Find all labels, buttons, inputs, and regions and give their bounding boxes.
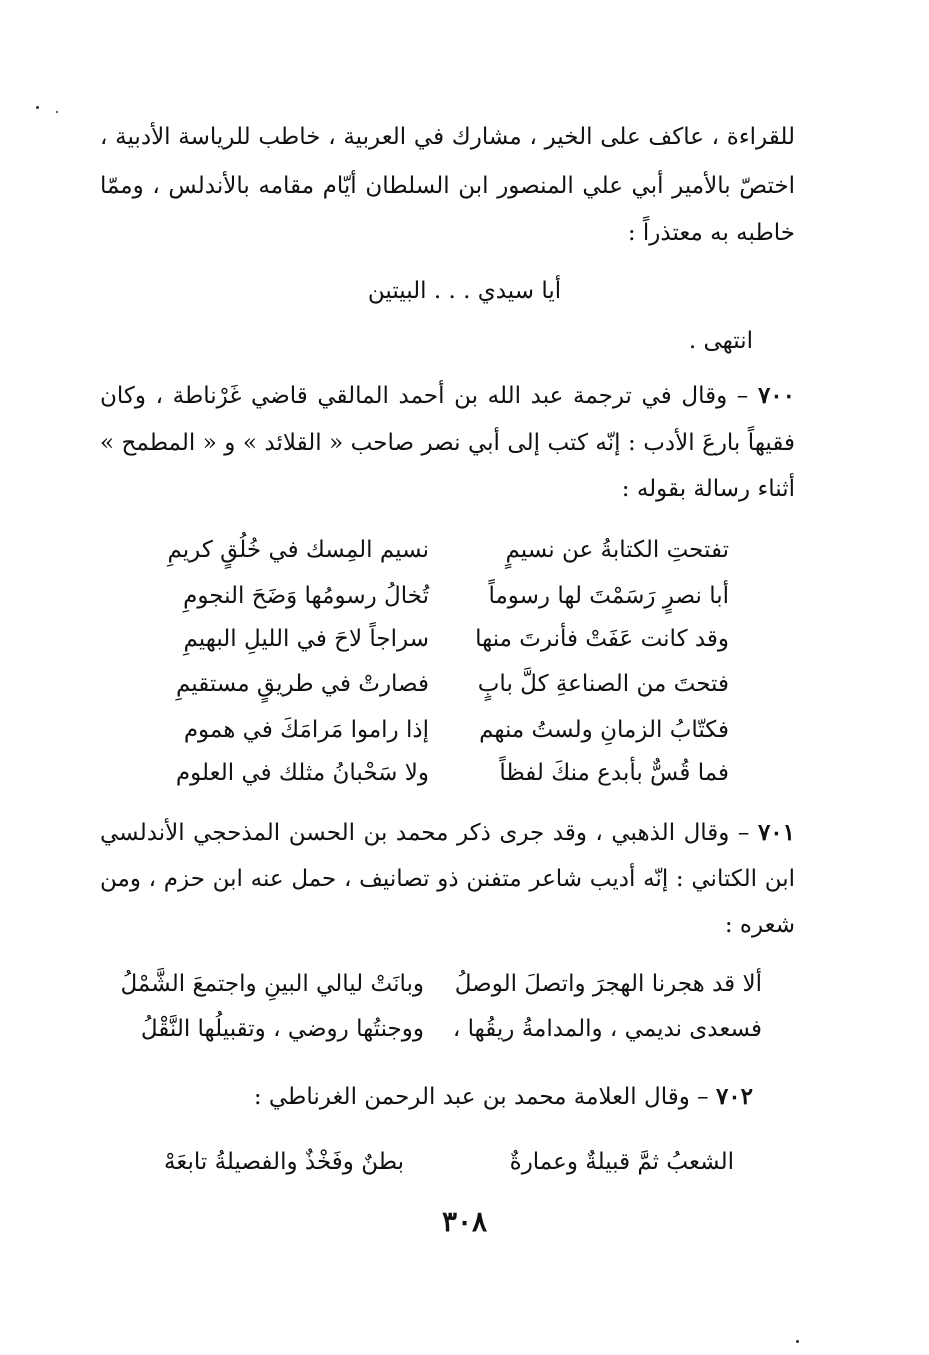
- entry-number: ٧٠٠: [757, 382, 796, 409]
- verse-hemistich-second: إذا راموا مَرامَكَ في هموم: [183, 717, 429, 743]
- verse-hemistich-second: وبانَتْ ليالي البينِ واجتمعَ الشَّمْلُ: [120, 971, 424, 997]
- quoted-verse-reference: أيا سيدي . . . البيتين: [367, 278, 562, 304]
- scan-speck: [36, 106, 39, 109]
- verse-hemistich-first: فتحتَ من الصناعةِ كلَّ بابٍ: [477, 671, 729, 697]
- verse-hemistich-first: فما قُسٌّ بأبدع منكَ لفظاً: [499, 760, 729, 786]
- verse-hemistich-second: فصارتْ في طريقٍ مستقيمِ: [175, 671, 429, 697]
- end-note: انتهى .: [688, 328, 753, 354]
- paragraph-line: شعره :: [724, 912, 795, 938]
- verse-hemistich-first: فسعدى نديمي ، والمدامةُ ريقُها ،: [452, 1016, 762, 1042]
- paragraph-line: أثناء رسالة بقوله :: [621, 476, 795, 502]
- paragraph-line: للقراءة ، عاكف على الخير ، مشارك في العربية ، خاطب للرياسة الأدبية ،: [100, 124, 795, 150]
- paragraph-line: اختصّ بالأمير أبي علي المنصور ابن السلطان أيّام مقامه بالأندلس ، وممّا: [100, 173, 795, 199]
- paragraph-line: فقيهاً بارعَ الأدب : إنّه كتب إلى أبي نصر صاحب « القلائد » و « المطمح »: [100, 430, 795, 456]
- entry-text: – وقال الذهبي ، وقد جرى ذكر محمد بن الحسن المذحجي الأندلسي: [100, 820, 750, 846]
- entry-number: ٧٠٢: [715, 1083, 753, 1110]
- entry-701-line: [100, 816, 795, 850]
- verse-hemistich-second: تُخالُ رسومُها وَضَحَ النجومِ: [183, 583, 429, 609]
- verse-hemistich-second: ووجنتُها روضي ، وتقبيلُها النَّقْلُ: [140, 1016, 424, 1042]
- verse-hemistich-first: فكتّابُ الزمانِ ولستُ منهم: [479, 717, 729, 743]
- entry-text: – وقال في ترجمة عبد الله بن أحمد المالقي قاضي غَرْناطة ، وكان: [100, 383, 749, 409]
- scan-speck: [796, 1340, 799, 1343]
- paragraph-line: ابن الكتاني : إنّه أديب شاعر متفنن ذو تصانيف ، حمل عنه ابن حزم ، ومن: [100, 866, 795, 892]
- entry-number: ٧٠١: [757, 819, 795, 846]
- entry-700-line: [100, 379, 795, 413]
- verse-hemistich-first: تفتحتِ الكتابةُ عن نسيمٍ: [505, 537, 729, 563]
- scan-speck: [56, 111, 58, 113]
- verse-hemistich-first: أبا نصرٍ رَسَمْتَ لها رسوماً: [488, 583, 729, 609]
- verse-hemistich-first: ألا قد هجرنا الهجرَ واتصلَ الوصلُ: [454, 971, 762, 997]
- page-number: ٣٠٨: [441, 1205, 488, 1238]
- verse-hemistich-second: بطنٌ وفَخْذٌ والفصيلةُ تابعَهْ: [164, 1149, 404, 1175]
- verse-hemistich-first: الشعبُ ثمَّ قبيلةٌ وعمارةٌ: [509, 1149, 734, 1175]
- verse-hemistich-second: ولا سَحْبانُ مثلك في العلوم: [175, 760, 429, 786]
- verse-hemistich-first: وقد كانت عَفَتْ فأنرتَ منها: [475, 626, 729, 652]
- verse-hemistich-second: سراجاً لاحَ في الليلِ البهيمِ: [183, 626, 429, 652]
- verse-hemistich-second: نسيم المِسك في خُلُقٍ كريمِ: [167, 537, 429, 563]
- paragraph-line: خاطبه به معتذراً :: [627, 220, 795, 246]
- entry-text: – وقال العلامة محمد بن عبد الرحمن الغرناطي :: [253, 1084, 709, 1110]
- entry-702-line: [100, 1080, 753, 1114]
